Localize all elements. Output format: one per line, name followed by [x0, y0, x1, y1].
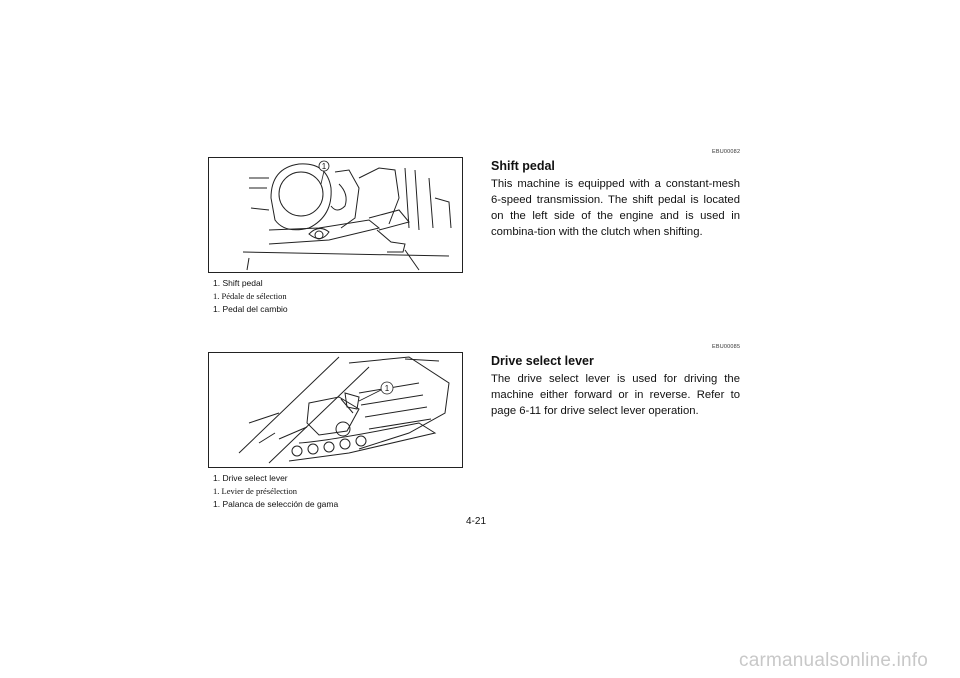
caption-spanish: 1. Palanca de selección de gama: [213, 499, 339, 509]
caption-english: 1. Shift pedal: [213, 278, 263, 288]
section-code: EBU00082: [712, 149, 741, 155]
watermark: carmanualsonline.info: [739, 650, 929, 671]
callout-number: 1: [384, 384, 390, 393]
callout-number: 1: [321, 162, 327, 171]
caption-french: 1. Levier de présélection: [213, 486, 298, 496]
caption-english: 1. Drive select lever: [213, 473, 288, 483]
caption-french: 1. Pédale de sélection: [213, 291, 287, 301]
section-body: This machine is equipped with a constant-mesh 6-speed transmission. The shift pedal is located on the left side of the engine and is used in combina-tion with the clutch when shifting.: [491, 178, 740, 238]
section-code: EBU00085: [712, 344, 741, 350]
shift-pedal-figure: [208, 157, 463, 273]
drive-select-lever-illustration: [209, 353, 462, 467]
section-body: The drive select lever is used for driving the machine either forward or in reverse. Refer to page 6-11 for drive select lever operation.: [491, 373, 740, 417]
drive-select-lever-figure: [208, 352, 463, 468]
section-title: Drive select lever: [491, 354, 594, 368]
caption-spanish: 1. Pedal del cambio: [213, 304, 288, 314]
page-number: 4-21: [466, 516, 487, 527]
section-title: Shift pedal: [491, 159, 555, 173]
shift-pedal-illustration: [209, 158, 462, 272]
figure2-captions: [213, 472, 338, 511]
figure1-captions: [213, 277, 288, 316]
